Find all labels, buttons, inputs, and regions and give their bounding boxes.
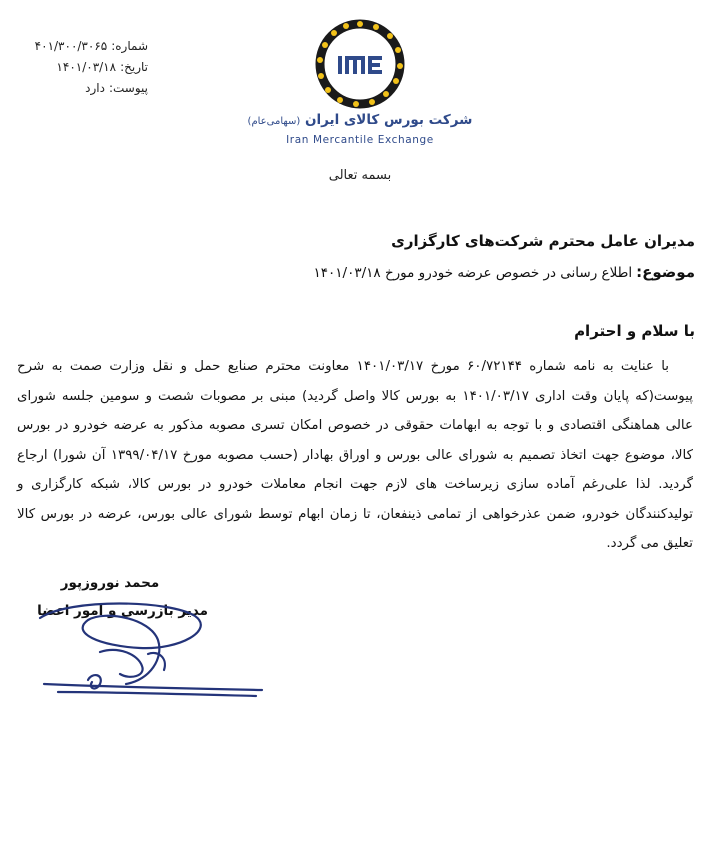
signatory-name: محمد نوروزپور	[60, 575, 160, 591]
letter-date-label: تاریخ:	[120, 60, 148, 74]
letter-body	[17, 352, 693, 559]
letter-attachment-value: دارد	[85, 81, 105, 95]
subject-text: اطلاع رسانی در خصوص عرضه خودرو مورخ ۱۴۰۱/۰۳/۱۸	[313, 265, 633, 281]
letter-attachment-row	[18, 78, 148, 99]
body-line: گردید. لذا علی‌رغم آماده سازی زیرساخت های لازم جهت انجام معاملات خودرو در بورس کالا، شبکه کارگزاری و	[17, 477, 693, 492]
letter-number-value: ۴۰۱/۳۰۰/۳۰۶۵	[34, 39, 108, 53]
letter-attachment-label: پیوست:	[108, 81, 148, 95]
letter-number-label: شماره:	[111, 39, 148, 53]
subject-label: موضوع:	[636, 263, 695, 281]
letter-addressee: مدیران عامل محترم شرکت‌های کارگزاری	[391, 232, 695, 250]
company-name-fa-text: شرکت بورس کالای ایران	[304, 112, 473, 128]
letter-greeting: با سلام و احترام	[574, 322, 695, 340]
company-suffix-fa: (سهامی‌عام)	[247, 116, 301, 127]
company-name-fa	[240, 112, 480, 128]
bismillah: بسمه تعالی	[328, 168, 392, 183]
body-line: عالی هماهنگی اقتصادی و با توجه به ابهامات حقوقی در خصوص امکان تسری مصوبه مذکور به عرضه خودرو در بورس	[17, 418, 693, 433]
body-line: پیوست(که پایان وقت اداری ۱۴۰۱/۰۳/۱۷ به بورس کالا واصل گردید) مبنی بر مصوبات شصت و سومین جلسه شورای	[17, 388, 693, 404]
body-line: تعلیق می گردد.	[606, 536, 693, 551]
letter-meta	[18, 36, 148, 99]
body-line: با عنایت به نامه شماره ۶۰/۷۲۱۴۴ مورخ ۱۴۰۱/۰۳/۱۷ معاونت محترم صنایع حمل و نقل وزارت صمت به شرح	[17, 359, 670, 374]
body-line: کالا، موضوع جهت اتخاذ تصمیم به شورای عالی بورس و اوراق بهادار (حسب مصوبه مورخ ۱۳۹۹/۰۴/۱۷ آن شورا) ارجاع	[17, 447, 693, 463]
emblem-ime-mark	[338, 56, 382, 74]
letter-date-row	[18, 57, 148, 78]
letter-number-row	[18, 36, 148, 57]
signatory-title: مدیر بازرسی و امور اعضا	[37, 603, 208, 619]
letter-subject	[314, 263, 695, 281]
company-logo	[247, 14, 473, 154]
ime-emblem-icon	[250, 14, 470, 114]
body-line: تولیدکنندگان خودرو، ضمن عذرخواهی از تمامی ذینفعان، تا زمان ابهام توسط شورای عالی بورس، عرضه در بورس کالا	[17, 506, 693, 522]
letter-date-value: ۱۴۰۱/۰۳/۱۸	[56, 60, 117, 74]
company-name-en: Iran Mercantile Exchange	[286, 134, 434, 146]
